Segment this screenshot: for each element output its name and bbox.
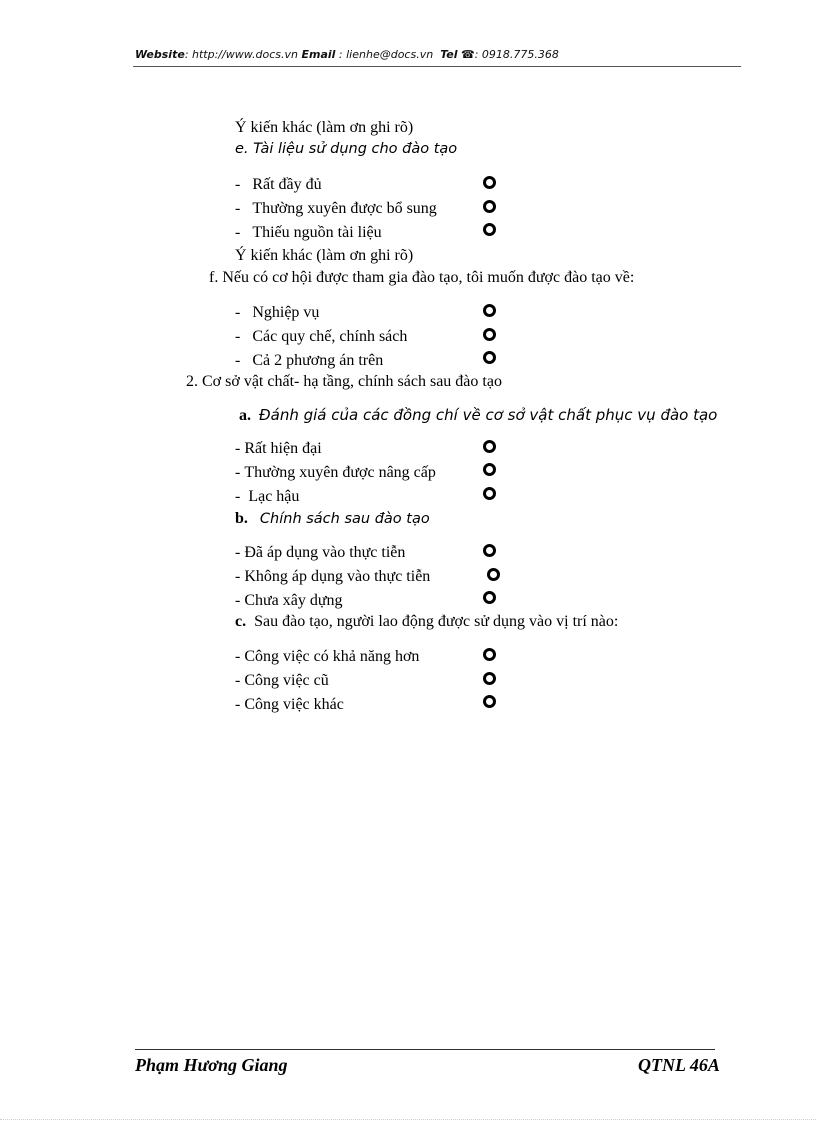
radio-option-applied[interactable] [483, 544, 496, 557]
radio-option-very-sufficient[interactable] [483, 176, 496, 189]
option-label: Thường xuyên được bổ sung [252, 200, 437, 217]
radio-option-outdated[interactable] [483, 487, 496, 500]
list-item: - Đã áp dụng vào thực tiễn [235, 544, 406, 561]
page-header [135, 48, 559, 61]
list-item: - Công việc có khả năng hơn [235, 648, 420, 665]
list-item: - Lạc hậu [235, 488, 300, 505]
sub-b-marker: b. [235, 510, 248, 527]
tel-number: : 0918.775.368 [474, 48, 559, 61]
radio-option-regulations[interactable] [483, 328, 496, 341]
option-label: Rất hiện đại [244, 440, 322, 457]
list-item: - Công việc khác [235, 696, 344, 713]
radio-option-very-modern[interactable] [483, 440, 496, 453]
footer-divider [135, 1049, 715, 1050]
list-item: - Rất hiện đại [235, 440, 322, 457]
list-item: - Các quy chế, chính sách [235, 328, 408, 345]
radio-option-other-job[interactable] [483, 695, 496, 708]
sub-a-marker: a. [239, 407, 251, 424]
email-label: Email [301, 48, 336, 61]
list-item: - Nghiệp vụ [235, 304, 320, 321]
footer-author: Phạm Hương Giang [135, 1055, 288, 1075]
email-address[interactable]: : lienhe@docs.vn [335, 48, 434, 61]
list-item: - Không áp dụng vào thực tiễn [235, 568, 431, 585]
section-2-title: 2. Cơ sở vật chất- hạ tầng, chính sách sau đào tạo [186, 373, 502, 390]
option-label: Không áp dụng vào thực tiễn [244, 568, 431, 585]
option-label: Công việc cũ [244, 672, 329, 689]
list-item: - Cả 2 phương án trên [235, 352, 384, 369]
page-edge-line [0, 1119, 816, 1121]
radio-option-both[interactable] [483, 351, 496, 364]
radio-option-old-job[interactable] [483, 672, 496, 685]
option-label: Công việc có khả năng hơn [244, 648, 420, 665]
option-label: Rất đầy đủ [252, 176, 322, 193]
radio-option-professional[interactable] [483, 304, 496, 317]
other-opinion-text: Ý kiến khác (làm ơn ghi rõ) [235, 119, 414, 136]
sub-a-title: Đánh giá của các đồng chí về cơ sở vật chất phục vụ đào tạo [259, 406, 718, 424]
radio-option-not-applied[interactable] [487, 568, 500, 581]
option-label: Thường xuyên được nâng cấp [244, 464, 436, 481]
option-label: Cả 2 phương án trên [252, 352, 384, 369]
sub-a-heading [239, 406, 717, 425]
sub-c-marker: c. [235, 613, 247, 630]
option-label: Lạc hậu [248, 488, 300, 505]
option-label: Chưa xây dựng [244, 592, 343, 609]
option-label: Công việc khác [244, 696, 344, 713]
list-item: - Thường xuyên được bổ sung [235, 200, 437, 217]
section-f-title: f. Nếu có cơ hội được tham gia đào tạo, tôi muốn được đào tạo về: [209, 269, 635, 286]
other-opinion-text: Ý kiến khác (làm ơn ghi rõ) [235, 247, 414, 264]
website-label: Website [135, 48, 185, 61]
header-divider [133, 66, 741, 67]
radio-option-regularly-upgraded[interactable] [483, 463, 496, 476]
list-item: - Thường xuyên được nâng cấp [235, 464, 436, 481]
sub-c-title: Sau đào tạo, người lao động được sử dụng vào vị trí nào: [254, 613, 619, 630]
radio-option-regularly-updated[interactable] [483, 200, 496, 213]
list-item: - Thiếu nguồn tài liệu [235, 224, 382, 241]
list-item: - Rất đầy đủ [235, 176, 322, 193]
list-item: - Chưa xây dựng [235, 592, 343, 609]
option-label: Các quy chế, chính sách [252, 328, 408, 345]
option-label: Đã áp dụng vào thực tiễn [244, 544, 406, 561]
sub-c-heading [235, 613, 618, 631]
sub-b-heading [235, 510, 430, 528]
option-label: Nghiệp vụ [252, 304, 320, 321]
website-url[interactable]: : http://www.docs.vn [184, 48, 298, 61]
option-label: Thiếu nguồn tài liệu [252, 224, 382, 241]
footer-class-code: QTNL 46A [638, 1055, 720, 1075]
radio-option-not-built[interactable] [483, 591, 496, 604]
tel-label: Tel [440, 48, 458, 61]
section-e-title: e. Tài liệu sử dụng cho đào tạo [235, 141, 458, 157]
list-item: - Công việc cũ [235, 672, 329, 689]
radio-option-more-capable-job[interactable] [483, 648, 496, 661]
radio-option-lacking-sources[interactable] [483, 223, 496, 236]
phone-icon: ☎ [461, 48, 475, 61]
sub-b-title: Chính sách sau đào tạo [259, 511, 430, 527]
